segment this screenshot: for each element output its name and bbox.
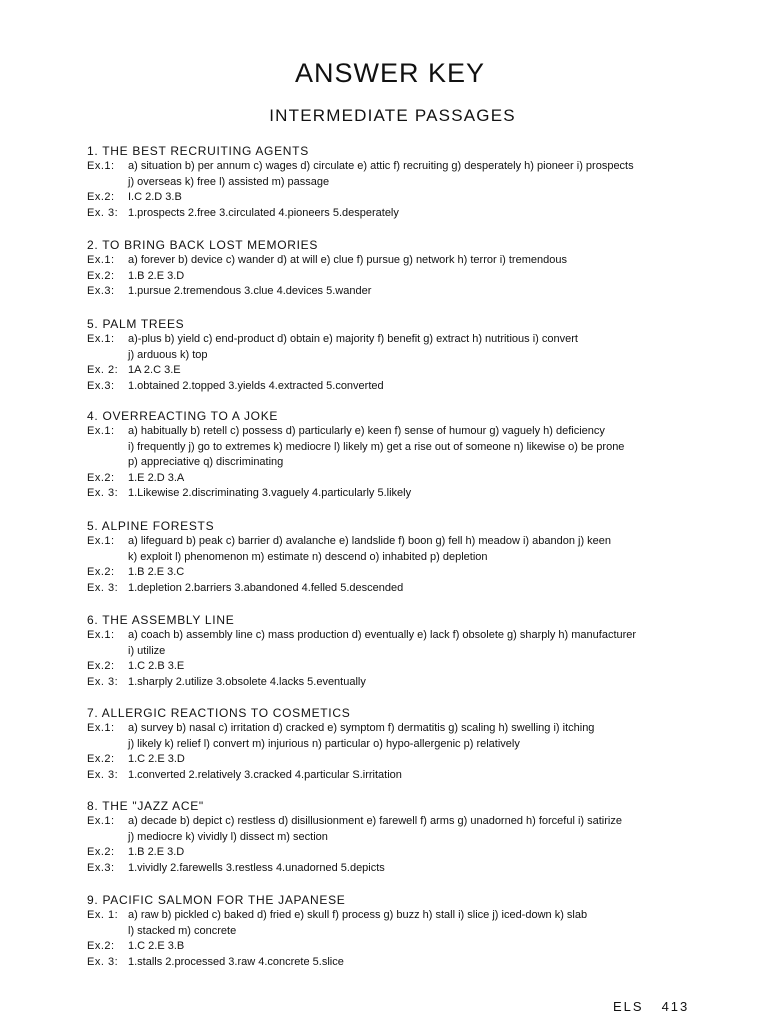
answer-line: 1.C 2.E 3.B	[128, 940, 185, 952]
exercise-row	[87, 814, 712, 845]
exercise-label: Ex. 1:	[87, 909, 119, 921]
exercise-answers	[128, 845, 184, 861]
exercise-answers	[128, 939, 184, 955]
answer-line: a) coach b) assembly line c) mass production d) eventually e) lack f) obsolete g) sharply h) manufacturer	[128, 629, 637, 641]
exercise-answers	[128, 363, 181, 379]
page-subtitle: INTERMEDIATE PASSAGES	[269, 106, 516, 125]
exercise-label: Ex. 3:	[87, 955, 119, 968]
exercise-label: Ex.1:	[87, 254, 115, 266]
answer-line: a) lifeguard b) peak c) barrier d) avalanche e) landslide f) boon g) fell h) meadow i) abandon j) keen	[128, 535, 612, 547]
exercise-answers	[128, 332, 578, 363]
exercise-label: Ex.2:	[87, 269, 115, 282]
answer-line: 1.E 2.D 3.A	[128, 471, 185, 484]
answer-line: 1.B 2.E 3.D	[128, 846, 185, 858]
answer-line: a) forever b) device c) wander d) at will e) clue f) pursue g) network h) terror i) tremendous	[128, 254, 567, 266]
section-heading: 2. TO BRING BACK LOST MEMORIES	[87, 238, 319, 252]
exercise-answers	[128, 486, 411, 502]
answer-line: 1.pursue 2.tremendous 3.clue 4.devices 5.wander	[128, 285, 372, 297]
exercise-label: Ex.3:	[87, 861, 115, 874]
answer-line: 1.prospects 2.free 3.circulated 4.pioneers 5.desperately	[128, 206, 399, 219]
exercise-answers	[128, 581, 403, 597]
answer-line: j) likely k) relief l) convert m) injurious n) particular o) hypo-allergenic p) relatively	[128, 737, 520, 750]
section-heading: 4. OVERREACTING TO A JOKE	[87, 409, 279, 423]
answer-line: a) situation b) per annum c) wages d) circulate e) attic f) recruiting g) desperately h) pioneer i) prospects	[128, 160, 634, 172]
exercise-label: Ex.1:	[87, 535, 115, 547]
exercise-label: Ex. 3:	[87, 768, 119, 781]
page-footer	[613, 999, 707, 1014]
exercise-row	[87, 752, 712, 768]
exercise-label: Ex.2:	[87, 191, 115, 203]
answer-line: l) stacked m) concrete	[128, 924, 237, 937]
exercise-row	[87, 471, 712, 487]
answer-line: i) utilize	[128, 644, 166, 657]
exercise-row	[87, 955, 712, 971]
section-heading: 1. THE BEST RECRUITING AGENTS	[87, 144, 309, 158]
exercise-row	[87, 659, 712, 675]
answer-line: a) habitually b) retell c) possess d) particularly e) keen f) sense of humour g) vaguely h) deficiency	[128, 425, 605, 437]
section-heading: 7. ALLERGIC REACTIONS TO COSMETICS	[87, 706, 351, 720]
page-number: 413	[661, 999, 690, 1014]
answer-line: 1.depletion 2.barriers 3.abandoned 4.felled 5.descended	[128, 581, 404, 594]
exercise-row	[87, 206, 712, 222]
exercise-row	[87, 628, 712, 659]
answer-line: j) mediocre k) vividly l) dissect m) section	[128, 830, 328, 843]
answer-line: I.C 2.D 3.B	[128, 191, 182, 203]
exercise-row	[87, 908, 712, 939]
answer-line: i) frequently j) go to extremes k) mediocre l) likely m) get a rise out of someone n) likewise o) be prone	[128, 440, 625, 453]
exercise-label: Ex. 3:	[87, 581, 119, 594]
answer-section	[87, 705, 712, 783]
exercise-answers	[128, 768, 402, 784]
exercise-row	[87, 332, 712, 363]
answer-line: a)-plus b) yield c) end-product d) obtain e) majority f) benefit g) extract h) nutritious i) convert	[128, 333, 578, 345]
answer-line: 1A 2.C 3.E	[128, 364, 181, 376]
exercise-row	[87, 861, 712, 877]
exercise-answers	[128, 471, 184, 487]
exercise-answers	[128, 424, 624, 471]
answer-line: a) survey b) nasal c) irritation d) cracked e) symptom f) dermatitis g) scaling h) swelling i) itching	[128, 722, 595, 734]
exercise-label: Ex.2:	[87, 753, 115, 765]
answer-line: 1.Likewise 2.discriminating 3.vaguely 4.particularly 5.likely	[128, 487, 412, 499]
answer-line: 1.C 2.E 3.D	[128, 753, 185, 765]
answer-section	[87, 143, 712, 221]
answer-line: j) overseas k) free l) assisted m) passage	[128, 175, 330, 188]
answer-line: a) decade b) depict c) restless d) disillusionment e) farewell f) arms g) unadorned h) forceful i) satirize	[128, 815, 622, 827]
exercise-label: Ex.3:	[87, 285, 115, 297]
exercise-label: Ex.2:	[87, 660, 115, 672]
exercise-label: Ex.2:	[87, 846, 115, 858]
exercise-row	[87, 581, 712, 597]
page-title: ANSWER KEY	[294, 58, 486, 88]
exercise-answers	[128, 159, 634, 190]
exercise-label: Ex.3:	[87, 379, 115, 392]
exercise-label: Ex. 3:	[87, 675, 119, 688]
section-heading: 5. PALM TREES	[87, 317, 185, 331]
answer-section	[87, 408, 712, 502]
exercise-row	[87, 379, 712, 395]
section-heading: 6. THE ASSEMBLY LINE	[87, 613, 235, 627]
answer-line: 1.B 2.E 3.C	[128, 566, 185, 578]
exercise-answers	[128, 206, 399, 222]
exercise-row	[87, 534, 712, 565]
answer-line: k) exploit l) phenomenon m) estimate n) descend o) inhabited p) depletion	[128, 550, 488, 563]
exercise-row	[87, 721, 712, 752]
answer-line: j) arduous k) top	[128, 348, 208, 361]
answer-line: 1.C 2.B 3.E	[128, 660, 185, 672]
exercise-row	[87, 424, 712, 471]
exercise-row	[87, 253, 712, 269]
exercise-answers	[128, 814, 622, 845]
answer-line: 1.vividly 2.farewells 3.restless 4.unadorned 5.depicts	[128, 861, 385, 874]
exercise-row	[87, 768, 712, 784]
exercise-label: Ex.1:	[87, 815, 115, 827]
answer-section	[87, 612, 712, 690]
exercise-answers	[128, 534, 611, 565]
answer-line: 1.B 2.E 3.D	[128, 269, 185, 282]
exercise-row	[87, 190, 712, 206]
exercise-label: Ex. 3:	[87, 487, 119, 499]
answer-line: 1.converted 2.relatively 3.cracked 4.particular S.irritation	[128, 768, 402, 781]
exercise-row	[87, 565, 712, 581]
exercise-answers	[128, 908, 587, 939]
answer-section	[87, 798, 712, 876]
answer-line: 1.stalls 2.processed 3.raw 4.concrete 5.slice	[128, 955, 344, 968]
exercise-answers	[128, 861, 385, 877]
exercise-answers	[128, 565, 184, 581]
exercise-row	[87, 939, 712, 955]
footer-series: ELS	[613, 999, 644, 1014]
answer-line: 1.obtained 2.topped 3.yields 4.extracted 5.converted	[128, 379, 384, 392]
exercise-label: Ex.2:	[87, 940, 115, 952]
exercise-answers	[128, 721, 594, 752]
exercise-answers	[128, 253, 567, 269]
answer-section	[87, 892, 712, 970]
exercise-answers	[128, 675, 366, 691]
exercise-row	[87, 284, 712, 300]
exercise-answers	[128, 284, 371, 300]
exercise-label: Ex. 2:	[87, 364, 119, 376]
exercise-answers	[128, 379, 384, 395]
exercise-label: Ex.2:	[87, 471, 115, 484]
exercise-label: Ex. 3:	[87, 206, 119, 219]
exercise-answers	[128, 190, 182, 206]
exercise-answers	[128, 628, 636, 659]
exercise-row	[87, 363, 712, 379]
exercise-answers	[128, 269, 184, 285]
exercise-row	[87, 675, 712, 691]
exercise-label: Ex.1:	[87, 333, 115, 345]
exercise-label: Ex.2:	[87, 566, 115, 578]
exercise-row	[87, 159, 712, 190]
answer-line: p) appreciative q) discriminating	[128, 456, 284, 468]
section-heading: 9. PACIFIC SALMON FOR THE JAPANESE	[87, 893, 346, 907]
exercise-row	[87, 845, 712, 861]
exercise-row	[87, 269, 712, 285]
exercise-label: Ex.1:	[87, 722, 115, 734]
answer-section	[87, 316, 712, 394]
exercise-label: Ex.1:	[87, 629, 115, 641]
exercise-answers	[128, 955, 344, 971]
answer-line: 1.sharply 2.utilize 3.obsolete 4.lacks 5.eventually	[128, 675, 366, 688]
exercise-label: Ex.1:	[87, 160, 115, 172]
answer-line: a) raw b) pickled c) baked d) fried e) skull f) process g) buzz h) stall i) slice j) iced-down k) slab	[128, 909, 588, 921]
section-heading: 5. ALPINE FORESTS	[87, 519, 215, 533]
exercise-label: Ex.1:	[87, 425, 115, 437]
exercise-answers	[128, 659, 184, 675]
answer-section	[87, 237, 712, 300]
section-heading: 8. THE "JAZZ ACE"	[87, 799, 204, 813]
answer-section	[87, 518, 712, 596]
exercise-row	[87, 486, 712, 502]
exercise-answers	[128, 752, 185, 768]
